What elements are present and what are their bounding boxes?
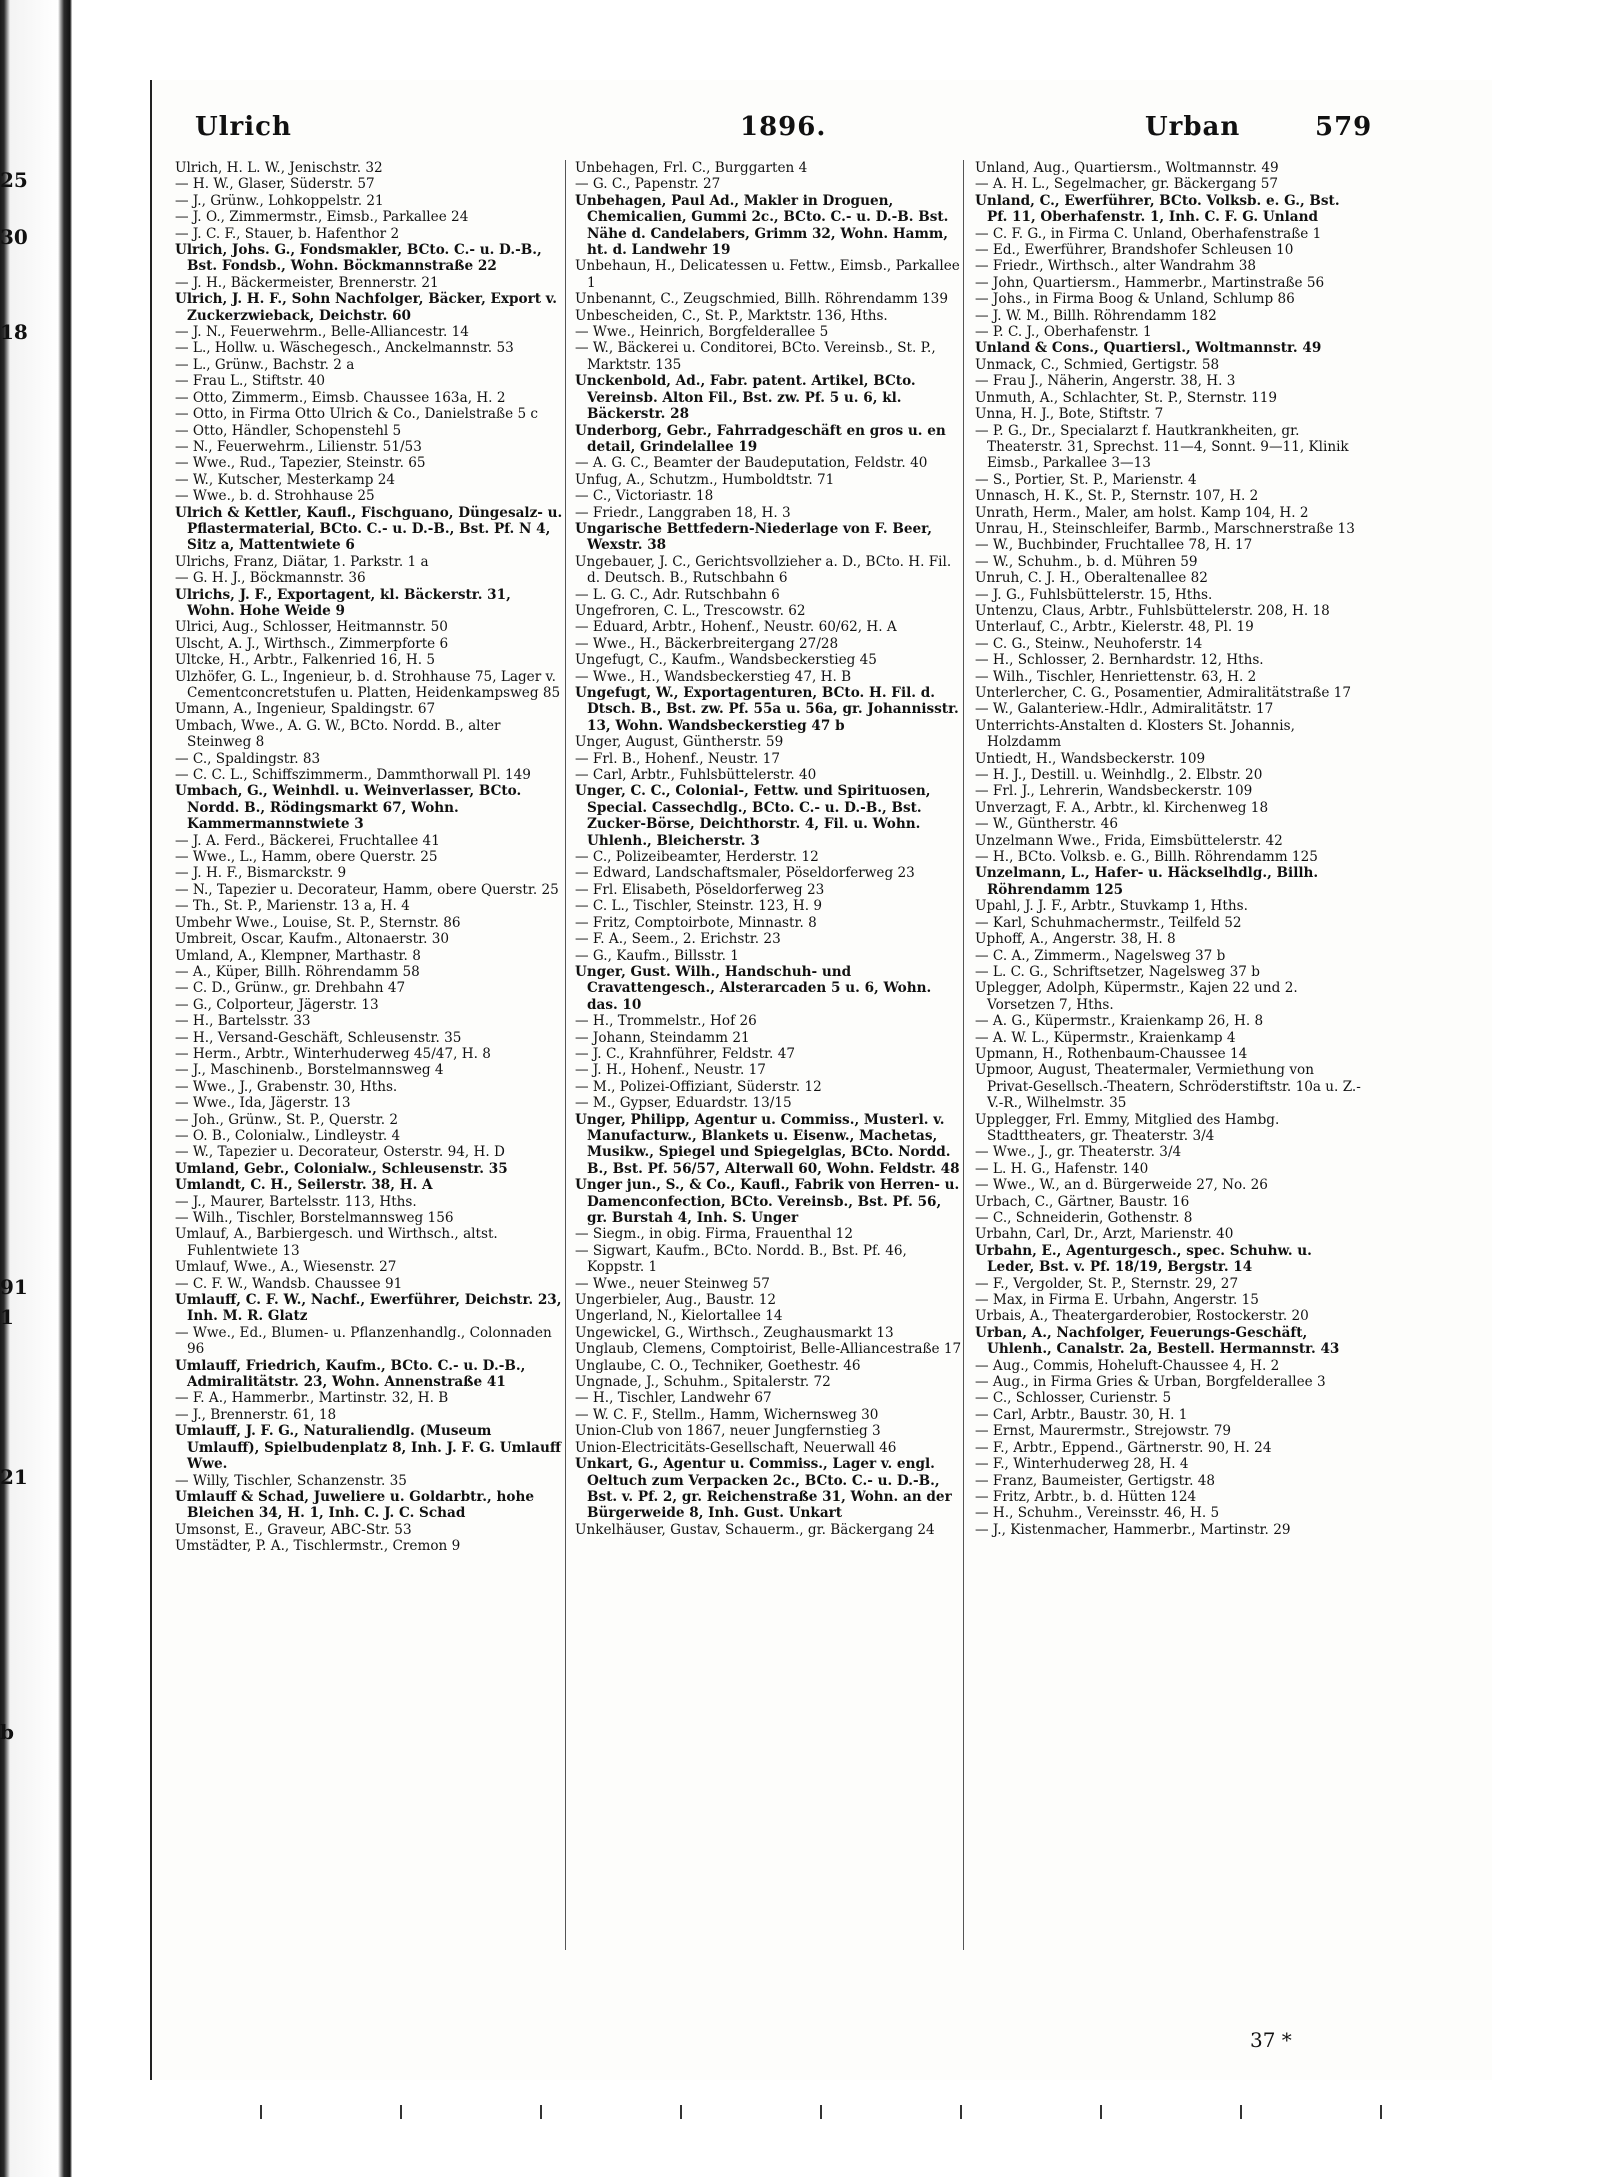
directory-entry: — A. H. L., Segelmacher, gr. Bäckergang 57 bbox=[975, 176, 1279, 193]
directory-entry: Umlauf, Wwe., A., Wiesenstr. 27 bbox=[175, 1259, 397, 1276]
directory-entry: Ulrich & Kettler, Kaufl., Fischguano, Düngesalz- u. Pflastermaterial, BCto. C.- u. D.-B., Bst. Pf. N 4, Sitz a, Mattentwiete 6 bbox=[175, 504, 563, 554]
directory-entry: — Wwe., Heinrich, Borgfelderallee 5 bbox=[575, 324, 829, 341]
edge-tick bbox=[400, 2105, 402, 2119]
directory-entry: — Willy, Tischler, Schanzenstr. 35 bbox=[175, 1472, 407, 1489]
directory-entry: — W., Bäckerei u. Conditorei, BCto. Vereinsb., St. P., Marktstr. 135 bbox=[575, 340, 936, 373]
directory-entry: Unruh, C. J. H., Oberaltenallee 82 bbox=[975, 570, 1208, 587]
directory-entry: — Wwe., H., Bäckerbreitergang 27/28 bbox=[575, 635, 839, 652]
directory-entry: — J. A. Ferd., Bäckerei, Fruchtallee 41 bbox=[175, 832, 440, 849]
directory-entry: — W., Galanteriew.-Hdlr., Admiralitätstr. 17 bbox=[975, 701, 1274, 718]
directory-entry: Umlauff, Friedrich, Kaufm., BCto. C.- u. D.-B., Admiralitätstr. 23, Wohn. Annenstraße 41 bbox=[175, 1357, 526, 1391]
directory-entry: Umlauf, A., Barbiergesch. und Wirthsch., altst. Fuhlentwiete 13 bbox=[175, 1226, 498, 1259]
directory-entry: Umbach, G., Weinhdl. u. Weinverlasser, BCto. Nordd. B., Rödingsmarkt 67, Wohn. Kammermannstwiete 3 bbox=[175, 783, 522, 833]
directory-entry: — Frl. B., Hohenf., Neustr. 17 bbox=[575, 750, 780, 767]
directory-entry: — W., Kutscher, Mesterkamp 24 bbox=[175, 471, 396, 488]
directory-entry: — J., Maurer, Bartelsstr. 113, Hths. bbox=[175, 1193, 417, 1210]
directory-entry: — Johann, Steindamm 21 bbox=[575, 1029, 750, 1046]
directory-entry: — O. B., Colonialw., Lindleystr. 4 bbox=[175, 1127, 401, 1144]
directory-entry: — C. C. L., Schiffszimmerm., Dammthorwall Pl. 149 bbox=[175, 767, 531, 784]
directory-entry: — Karl, Schuhmachermstr., Teilfeld 52 bbox=[975, 914, 1242, 931]
directory-entry: — Ed., Ewerführer, Brandshofer Schleusen 10 bbox=[975, 242, 1294, 259]
directory-entry: Untiedt, H., Wandsbeckerstr. 109 bbox=[975, 750, 1206, 767]
directory-entry: — S., Portier, St. P., Marienstr. 4 bbox=[975, 471, 1197, 488]
directory-entry: Umbreit, Oscar, Kaufm., Altonaerstr. 30 bbox=[175, 931, 450, 948]
directory-entry: Unland, Aug., Quartiersm., Woltmannstr. 49 bbox=[975, 160, 1279, 176]
directory-entry: — J. H., Hohenf., Neustr. 17 bbox=[575, 1062, 766, 1079]
directory-entry: Ulrich, J. H. F., Sohn Nachfolger, Bäcker, Export v. Zuckerzwieback, Deichstr. 60 bbox=[175, 291, 558, 324]
directory-entry: — Wwe., Ida, Jägerstr. 13 bbox=[175, 1095, 351, 1112]
edge-tick bbox=[680, 2105, 682, 2119]
directory-entry: Ulscht, A. J., Wirthsch., Zimmerpforte 6 bbox=[175, 635, 449, 652]
directory-entry: — J. H. F., Bismarckstr. 9 bbox=[175, 865, 347, 882]
directory-entry: Unverzagt, F. A., Arbtr., kl. Kirchenweg 18 bbox=[975, 799, 1269, 816]
directory-entry: Ungnade, J., Schuhm., Spitalerstr. 72 bbox=[575, 1374, 831, 1391]
directory-entry: Unrath, Herm., Maler, am holst. Kamp 104, H. 2 bbox=[975, 504, 1309, 521]
directory-entry: Unterlercher, C. G., Posamentier, Admiralitätstraße 17 bbox=[975, 685, 1351, 701]
directory-entry: Ungebauer, J. C., Gerichtsvollzieher a. D., BCto. H. Fil. d. Deutsch. B., Rutschbahn 6 bbox=[575, 553, 952, 587]
directory-entry: — Frl. Elisabeth, Pöseldorferweg 23 bbox=[575, 881, 825, 898]
directory-entry: — M., Polizei-Offiziant, Süderstr. 12 bbox=[575, 1078, 822, 1095]
directory-entry: Umlauff & Schad, Juweliere u. Goldarbtr., hohe Bleichen 34, H. 1, Inh. C. J. C. Schad bbox=[175, 1488, 534, 1522]
directory-entry: — C., Schlosser, Curienstr. 5 bbox=[975, 1390, 1172, 1407]
directory-entry: — Eduard, Arbtr., Hohenf., Neustr. 60/62, H. A bbox=[575, 619, 897, 636]
directory-entry: — Max, in Firma E. Urbahn, Angerstr. 15 bbox=[975, 1292, 1259, 1309]
directory-entry: Underborg, Gebr., Fahrradgeschäft en gros u. en detail, Grindelallee 19 bbox=[575, 422, 946, 455]
directory-entry: — A. G., Küpermstr., Kraienkamp 26, H. 8 bbox=[975, 1013, 1264, 1030]
directory-entry: Unbescheiden, C., St. P., Marktstr. 136, Hths. bbox=[575, 307, 888, 324]
header-year: 1896. bbox=[740, 112, 827, 142]
column-left bbox=[175, 160, 563, 1555]
directory-entry: — P. C. J., Oberhafenstr. 1 bbox=[975, 324, 1152, 341]
directory-entry: Unfug, A., Schutzm., Humboldtstr. 71 bbox=[575, 471, 835, 488]
directory-entry: Unckenbold, Ad., Fabr. patent. Artikel, BCto. Vereinsb. Alton Fil., Bst. zw. Pf. 5 u. 6, kl. Bäckerstr. 28 bbox=[575, 373, 916, 423]
directory-entry: — H., Tischler, Landwehr 67 bbox=[575, 1390, 772, 1407]
directory-entry: — F. A., Seem., 2. Erichstr. 23 bbox=[575, 931, 781, 948]
directory-entry: — Wwe., neuer Steinweg 57 bbox=[575, 1275, 770, 1292]
directory-entry: — C. F. W., Wandsb. Chaussee 91 bbox=[175, 1275, 403, 1292]
directory-entry: Unland, C., Ewerführer, BCto. Volksb. e. G., Bst. Pf. 11, Oberhafenstr. 1, Inh. C. F. G. Unland bbox=[975, 192, 1340, 226]
directory-entry: Umlandt, C. H., Seilerstr. 38, H. A bbox=[175, 1177, 433, 1194]
directory-entry: — Wwe., J., gr. Theaterstr. 3/4 bbox=[975, 1144, 1182, 1161]
edge-tick bbox=[960, 2105, 962, 2119]
directory-entry: — A. G. C., Beamter der Baudeputation, Feldstr. 40 bbox=[575, 455, 928, 472]
directory-entry: — Johs., in Firma Boog & Unland, Schlump 86 bbox=[975, 291, 1295, 308]
directory-entry: Unland & Cons., Quartiersl., Woltmannstr. 49 bbox=[975, 340, 1322, 357]
directory-entry: — Friedr., Langgraben 18, H. 3 bbox=[575, 504, 791, 521]
directory-entry: — W. C. F., Stellm., Hamm, Wichernsweg 30 bbox=[575, 1406, 879, 1423]
directory-entry: Upplegger, Frl. Emmy, Mitglied des Hambg. Stadttheaters, gr. Theaterstr. 3/4 bbox=[975, 1111, 1280, 1144]
directory-entry: Unkart, G., Agentur u. Commiss., Lager v. engl. Oeltuch zum Verpacken 2c., BCto. C.- u. D.-B., Bst. v. Pf. 2, gr. Reichenstraße 31, Wohn. an der Bürgerweide 8, Inh. Gust. Unkart bbox=[575, 1456, 952, 1522]
directory-entry: — J., Kistenmacher, Hammerbr., Martinstr. 29 bbox=[975, 1521, 1291, 1538]
directory-entry: — C., Polizeibeamter, Herderstr. 12 bbox=[575, 849, 819, 866]
page-header bbox=[175, 112, 1375, 156]
edge-tick bbox=[260, 2105, 262, 2119]
directory-entry: — Aug., Commis, Hoheluft-Chaussee 4, H. 2 bbox=[975, 1357, 1280, 1374]
directory-entry: — W., Güntherstr. 46 bbox=[975, 816, 1118, 833]
directory-entry: — L., Hollw. u. Wäschegesch., Anckelmannstr. 53 bbox=[175, 340, 514, 357]
directory-entry: Unglaube, C. O., Techniker, Goethestr. 46 bbox=[575, 1357, 861, 1374]
directory-entry: — C. F. G., in Firma C. Unland, Oberhafenstraße 1 bbox=[975, 225, 1322, 242]
directory-entry: Unkelhäuser, Gustav, Schauerm., gr. Bäckergang 24 bbox=[575, 1521, 935, 1538]
spine-mark: 18 bbox=[0, 320, 28, 344]
directory-entry: — L. H. G., Hafenstr. 140 bbox=[975, 1160, 1149, 1177]
directory-entry: — Frau J., Näherin, Angerstr. 38, H. 3 bbox=[975, 373, 1236, 390]
directory-entry: Unna, H. J., Bote, Stiftstr. 7 bbox=[975, 406, 1164, 423]
directory-entry: Uphoff, A., Angerstr. 38, H. 8 bbox=[975, 931, 1176, 948]
printer-signature: 37 * bbox=[1250, 2028, 1292, 2052]
directory-entry: — M., Gypser, Eduardstr. 13/15 bbox=[575, 1095, 792, 1112]
directory-entry: — Joh., Grünw., St. P., Querstr. 2 bbox=[175, 1111, 399, 1128]
directory-entry: Urbach, C., Gärtner, Baustr. 16 bbox=[975, 1193, 1190, 1210]
directory-entry: — H., Schlosser, 2. Bernhardstr. 12, Hths. bbox=[975, 652, 1264, 669]
directory-entry: — Wwe., W., an d. Bürgerweide 27, No. 26 bbox=[975, 1177, 1268, 1194]
directory-entry: Union-Electricitäts-Gesellschaft, Neuerwall 46 bbox=[575, 1439, 897, 1456]
directory-entry: — H. W., Glaser, Süderstr. 57 bbox=[175, 176, 375, 193]
directory-entry: — Wilh., Tischler, Henriettenstr. 63, H. 2 bbox=[975, 668, 1257, 685]
directory-entry: — Wwe., J., Grabenstr. 30, Hths. bbox=[175, 1078, 398, 1095]
column-right bbox=[975, 160, 1363, 1538]
directory-entry: — J., Maschinenb., Borstelmannsweg 4 bbox=[175, 1062, 444, 1079]
directory-entry: — H., BCto. Volksb. e. G., Billh. Röhrendamm 125 bbox=[975, 849, 1318, 866]
directory-entry: Unnasch, H. K., St. P., Sternstr. 107, H. 2 bbox=[975, 488, 1259, 505]
directory-entry: Urbahn, Carl, Dr., Arzt, Marienstr. 40 bbox=[975, 1226, 1234, 1243]
directory-entry: — W., Buchbinder, Fruchtallee 78, H. 17 bbox=[975, 537, 1253, 554]
header-first-entry: Ulrich bbox=[195, 112, 292, 142]
directory-entry: — J. G., Fuhlsbüttelerstr. 15, Hths. bbox=[975, 586, 1213, 603]
directory-entry: — Aug., in Firma Gries & Urban, Borgfelderallee 3 bbox=[975, 1374, 1326, 1391]
directory-entry: — Frl. J., Lehrerin, Wandsbeckerstr. 109 bbox=[975, 783, 1253, 800]
directory-entry: — Wwe., Rud., Tapezier, Steinstr. 65 bbox=[175, 455, 426, 472]
directory-entry: — P. G., Dr., Specialarzt f. Hautkrankheiten, gr. Theaterstr. 31, Sprechst. 11—4, Sonnt. 9—11, Klinik Eimsb., Parkallee 3—13 bbox=[975, 422, 1349, 472]
directory-entry: — C. L., Tischler, Steinstr. 123, H. 9 bbox=[575, 898, 823, 915]
directory-entry: — Carl, Arbtr., Baustr. 30, H. 1 bbox=[975, 1406, 1188, 1423]
directory-entry: Umstädter, P. A., Tischlermstr., Cremon 9 bbox=[175, 1538, 461, 1555]
directory-entry: Ungerbieler, Aug., Baustr. 12 bbox=[575, 1292, 777, 1309]
directory-entry: Unbehagen, Paul Ad., Makler in Droguen, Chemicalien, Gummi 2c., BCto. C.- u. D.-B. Bst. Nähe d. Candelabers, Grimm 32, Wohn. Hamm, ht. d. Landwehr 19 bbox=[575, 192, 949, 259]
directory-entry: Ulrich, H. L. W., Jenischstr. 32 bbox=[175, 160, 383, 176]
edge-tick bbox=[1380, 2105, 1382, 2119]
directory-entry: — F. A., Hammerbr., Martinstr. 32, H. B bbox=[175, 1390, 449, 1407]
page-number: 579 bbox=[1315, 112, 1373, 142]
edge-tick bbox=[1240, 2105, 1242, 2119]
directory-entry: — A. W. L., Küpermstr., Kraienkamp 4 bbox=[975, 1029, 1236, 1046]
directory-entry: Ungefugt, C., Kaufm., Wandsbeckerstieg 45 bbox=[575, 652, 877, 669]
directory-entry: Umann, A., Ingenieur, Spaldingstr. 67 bbox=[175, 701, 436, 718]
directory-entry: — H. J., Destill. u. Weinhdlg., 2. Elbstr. 20 bbox=[975, 767, 1263, 784]
directory-entry: — J. N., Feuerwehrm., Belle-Alliancestr. 14 bbox=[175, 324, 469, 341]
header-last-entry: Urban bbox=[1145, 112, 1241, 142]
directory-entry: — N., Tapezier u. Decorateur, Hamm, obere Querstr. 25 bbox=[175, 881, 559, 898]
directory-entry: Upahl, J. J. F., Arbtr., Stuvkamp 1, Hths. bbox=[975, 898, 1248, 915]
directory-entry: Upmann, H., Rothenbaum-Chaussee 14 bbox=[975, 1045, 1248, 1062]
directory-entry: — H., Trommelstr., Hof 26 bbox=[575, 1013, 757, 1030]
directory-entry: Ulrichs, J. F., Exportagent, kl. Bäckerstr. 31, Wohn. Hohe Weide 9 bbox=[175, 586, 511, 619]
edge-tick bbox=[820, 2105, 822, 2119]
directory-entry: — Otto, Zimmerm., Eimsb. Chaussee 163a, H. 2 bbox=[175, 389, 506, 406]
directory-entry: — Sigwart, Kaufm., BCto. Nordd. B., Bst. Pf. 46, Koppstr. 1 bbox=[575, 1242, 907, 1276]
bottom-edge-ticks bbox=[260, 2105, 1460, 2121]
directory-entry: — Th., St. P., Marienstr. 13 a, H. 4 bbox=[175, 898, 410, 915]
directory-entry: Unmack, C., Schmied, Gertigstr. 58 bbox=[975, 356, 1220, 373]
directory-entry: — H., Versand-Geschäft, Schleusenstr. 35 bbox=[175, 1029, 462, 1046]
directory-entry: — J., Brennerstr. 61, 18 bbox=[175, 1406, 337, 1423]
directory-entry: Umbehr Wwe., Louise, St. P., Sternstr. 86 bbox=[175, 914, 461, 931]
column-middle bbox=[575, 160, 963, 1538]
directory-entry: Unger jun., S., & Co., Kaufl., Fabrik von Herren- u. Damenconfection, BCto. Vereinsb., Bst. Pf. 56, gr. Burstah 4, Inh. S. Unger bbox=[575, 1177, 960, 1226]
directory-entry: Ulrichs, Franz, Diätar, 1. Parkstr. 1 a bbox=[175, 553, 429, 570]
directory-entry: — Wwe., H., Wandsbeckerstieg 47, H. B bbox=[575, 668, 852, 685]
directory-entry: Ulrici, Aug., Schlosser, Heitmannstr. 50 bbox=[175, 619, 448, 636]
directory-entry: — F., Arbtr., Eppend., Gärtnerstr. 90, H. 24 bbox=[975, 1439, 1272, 1456]
directory-entry: — Ernst, Maurermstr., Strejowstr. 79 bbox=[975, 1423, 1232, 1440]
edge-tick bbox=[540, 2105, 542, 2119]
directory-entry: — Carl, Arbtr., Fuhlsbüttelerstr. 40 bbox=[575, 767, 817, 784]
directory-entry: Unzelmann, L., Hafer- u. Häckselhdlg., Billh. Röhrendamm 125 bbox=[975, 865, 1319, 898]
column-divider bbox=[963, 160, 964, 1950]
directory-entry: — G. H. J., Böckmannstr. 36 bbox=[175, 570, 366, 587]
directory-entry: Unterrichts-Anstalten d. Klosters St. Johannis, Holzdamm bbox=[975, 717, 1295, 751]
directory-entry: — L. C. G., Schriftsetzer, Nagelsweg 37 b bbox=[975, 963, 1260, 980]
directory-entry: Unbehagen, Frl. C., Burggarten 4 bbox=[575, 160, 808, 176]
directory-entry: Unbehaun, H., Delicatessen u. Fettw., Eimsb., Parkallee 1 bbox=[575, 258, 960, 291]
directory-entry: Unger, C. C., Colonial-, Fettw. und Spirituosen, Special. Cassechdlg., BCto. C.- u. D.-B., Bst. Zucker-Börse, Deichthorstr. 4, Fil. u. Wohn. Uhlenh., Bleicherstr. 3 bbox=[575, 783, 931, 849]
directory-entry: — Edward, Landschaftsmaler, Pöseldorferweg 23 bbox=[575, 865, 915, 882]
directory-entry: — G., Kaufm., Billsstr. 1 bbox=[575, 947, 739, 964]
directory-entry: — Frau L., Stiftstr. 40 bbox=[175, 373, 326, 390]
directory-entry: Unbenannt, C., Zeugschmied, Billh. Röhrendamm 139 bbox=[575, 291, 948, 308]
directory-entry: Umbach, Wwe., A. G. W., BCto. Nordd. B., alter Steinweg 8 bbox=[175, 717, 501, 751]
directory-entry: Urban, A., Nachfolger, Feuerungs-Geschäft, Uhlenh., Canalstr. 2a, Bestell. Hermannstr. 43 bbox=[975, 1324, 1340, 1358]
directory-entry: Untenzu, Claus, Arbtr., Fuhlsbüttelerstr. 208, H. 18 bbox=[975, 602, 1330, 619]
directory-entry: — Wwe., L., Hamm, obere Querstr. 25 bbox=[175, 849, 438, 866]
directory-entry: — W., Tapezier u. Decorateur, Osterstr. 94, H. D bbox=[175, 1144, 505, 1161]
directory-entry: — C., Schneiderin, Gothenstr. 8 bbox=[975, 1210, 1193, 1226]
spine-mark: 1 bbox=[0, 1305, 14, 1329]
directory-entry: — J. O., Zimmermstr., Eimsb., Parkallee 24 bbox=[175, 209, 469, 226]
directory-entry: — J. H., Bäckermeister, Brennerstr. 21 bbox=[175, 274, 439, 291]
directory-entry: — Franz, Baumeister, Gertigstr. 48 bbox=[975, 1472, 1216, 1489]
directory-entry: — Wwe., b. d. Strohhause 25 bbox=[175, 488, 375, 505]
directory-entry: Urbahn, E., Agenturgesch., spec. Schuhw. u. Leder, Bst. v. Pf. 18/19, Bergstr. 14 bbox=[975, 1242, 1312, 1276]
edge-tick bbox=[1100, 2105, 1102, 2119]
directory-entry: — C. A., Zimmerm., Nagelsweg 37 b bbox=[975, 947, 1226, 964]
directory-entry: Uplegger, Adolph, Küpermstr., Kajen 22 und 2. Vorsetzen 7, Hths. bbox=[975, 980, 1298, 1013]
directory-entry: — G., Colporteur, Jägerstr. 13 bbox=[175, 996, 379, 1013]
directory-entry: Ungefugt, W., Exportagenturen, BCto. H. Fil. d. Dtsch. B., Bst. zw. Pf. 55a u. 56a, gr. Johannisstr. 13, Wohn. Wandsbeckerstieg 47 b bbox=[575, 685, 959, 734]
directory-entry: — Otto, Händler, Schopenstehl 5 bbox=[175, 422, 402, 439]
directory-entry: — H., Bartelsstr. 33 bbox=[175, 1013, 311, 1030]
directory-entry: — J. C. F., Stauer, b. Hafenthor 2 bbox=[175, 225, 400, 242]
spine-mark: 91 bbox=[0, 1275, 28, 1299]
directory-entry: Unterlauf, C., Arbtr., Kielerstr. 48, Pl. 19 bbox=[975, 619, 1254, 636]
directory-entry: Umlauff, J. F. G., Naturaliendlg. (Museum Umlauff), Spielbudenplatz 8, Inh. J. F. G. Umlauff Wwe. bbox=[175, 1423, 562, 1473]
spine-mark: 21 bbox=[0, 1465, 28, 1489]
directory-entry: — L., Grünw., Bachstr. 2 a bbox=[175, 356, 355, 373]
directory-entry: — C. D., Grünw., gr. Drehbahn 47 bbox=[175, 980, 406, 997]
directory-entry: — F., Winterhuderweg 28, H. 4 bbox=[975, 1456, 1189, 1473]
directory-entry: — C. G., Steinw., Neuhoferstr. 14 bbox=[975, 635, 1203, 652]
directory-entry: Urbais, A., Theatergarderobier, Rostockerstr. 20 bbox=[975, 1308, 1309, 1325]
directory-entry: Ulzhöfer, G. L., Ingenieur, b. d. Strohhause 75, Lager v. Cementconcretstufen u. Platten, Heidenkampsweg 85 bbox=[175, 668, 561, 701]
directory-entry: — Otto, in Firma Otto Ulrich & Co., Danielstraße 5 c bbox=[175, 406, 539, 423]
directory-entry: — Fritz, Comptoirbote, Minnastr. 8 bbox=[575, 914, 817, 931]
directory-entry: — Friedr., Wirthsch., alter Wandrahm 38 bbox=[975, 258, 1257, 275]
directory-entry: — L. G. C., Adr. Rutschbahn 6 bbox=[575, 586, 780, 603]
directory-entry: — C., Spaldingstr. 83 bbox=[175, 750, 321, 767]
directory-entry: — John, Quartiersm., Hammerbr., Martinstraße 56 bbox=[975, 274, 1325, 291]
directory-entry: Unmuth, A., Schlachter, St. P., Sternstr. 119 bbox=[975, 389, 1278, 406]
spine-mark: 30 bbox=[0, 225, 28, 249]
directory-entry: Upmoor, August, Theatermaler, Vermiethung von Privat-Gesellsch.-Theatern, Schröderstiftstr. 10a u. Z.-V.-R., Wilhelmstr. 35 bbox=[975, 1062, 1361, 1112]
directory-entry: Unrau, H., Steinschleifer, Barmb., Marschnerstraße 13 bbox=[975, 520, 1355, 537]
directory-entry: Ultcke, H., Arbtr., Falkenried 16, H. 5 bbox=[175, 652, 436, 669]
directory-entry: Ungewickel, G., Wirthsch., Zeughausmarkt 13 bbox=[575, 1324, 894, 1341]
directory-entry: Ungarische Bettfedern-Niederlage von F. Beer, Wexstr. 38 bbox=[575, 520, 933, 554]
directory-entry: — W., Schuhm., b. d. Mühren 59 bbox=[975, 553, 1198, 570]
directory-entry: Unzelmann Wwe., Frida, Eimsbüttelerstr. 42 bbox=[975, 832, 1283, 849]
directory-entry: — Siegm., in obig. Firma, Frauenthal 12 bbox=[575, 1226, 853, 1243]
directory-entry: — C., Victoriastr. 18 bbox=[575, 488, 714, 505]
directory-entry: Ulrich, Johs. G., Fondsmakler, BCto. C.- u. D.-B., Bst. Fondsb., Wohn. Böckmannstraße 22 bbox=[175, 242, 542, 275]
directory-entry: — A., Küper, Billh. Röhrendamm 58 bbox=[175, 963, 420, 980]
directory-entry: — F., Vergolder, St. P., Sternstr. 29, 27 bbox=[975, 1275, 1239, 1292]
directory-entry: — Fritz, Arbtr., b. d. Hütten 124 bbox=[975, 1488, 1197, 1505]
directory-entry: — N., Feuerwehrm., Lilienstr. 51/53 bbox=[175, 438, 422, 455]
directory-entry: Unger, Philipp, Agentur u. Commiss., Musterl. v. Manufacturw., Blankets u. Eisenw., Machetas, Musikw., Spiegel und Spiegelglas, BCto. Nordd. B., Bst. Pf. 56/57, Alterwall 60, Wohn. Feldstr. 48 bbox=[575, 1111, 960, 1177]
directory-entry: — G. C., Papenstr. 27 bbox=[575, 176, 721, 193]
directory-entry: Umland, Gebr., Colonialw., Schleusenstr. 35 bbox=[175, 1160, 508, 1177]
directory-entry: Umlauff, C. F. W., Nachf., Ewerführer, Deichstr. 23, Inh. M. R. Glatz bbox=[175, 1292, 562, 1325]
directory-entry: Ungerland, N., Kielortallee 14 bbox=[575, 1308, 783, 1325]
directory-entry: Ungefroren, C. L., Trescowstr. 62 bbox=[575, 602, 806, 619]
directory-entry: Union-Club von 1867, neuer Jungfernstieg 3 bbox=[575, 1423, 881, 1440]
column-divider bbox=[565, 160, 566, 1950]
directory-entry: Umsonst, E., Graveur, ABC-Str. 53 bbox=[175, 1521, 412, 1538]
directory-entry: Unger, August, Güntherstr. 59 bbox=[575, 734, 784, 751]
directory-entry: — J., Grünw., Lohkoppelstr. 21 bbox=[175, 192, 384, 209]
spine-mark: 25 bbox=[0, 168, 28, 192]
directory-entry: — Herm., Arbtr., Winterhuderweg 45/47, H. 8 bbox=[175, 1045, 491, 1062]
directory-entry: — J. W. M., Billh. Röhrendamm 182 bbox=[975, 307, 1217, 324]
directory-entry: Umland, A., Klempner, Marthastr. 8 bbox=[175, 947, 421, 964]
directory-entry: Unger, Gust. Wilh., Handschuh- und Cravattengesch., Alsterarcaden 5 u. 6, Wohn. das. 10 bbox=[575, 963, 932, 1013]
directory-entry: Unglaub, Clemens, Comptoirist, Belle-Alliancestraße 17 bbox=[575, 1341, 962, 1358]
directory-entry: — Wwe., Ed., Blumen- u. Pflanzenhandlg., Colonnaden 96 bbox=[175, 1324, 552, 1358]
directory-entry: — Wilh., Tischler, Borstelmannsweg 156 bbox=[175, 1210, 454, 1226]
directory-entry: — H., Schuhm., Vereinsstr. 46, H. 5 bbox=[975, 1505, 1220, 1522]
spine-mark: b bbox=[0, 1720, 14, 1744]
directory-entry: — J. C., Krahnführer, Feldstr. 47 bbox=[575, 1045, 795, 1062]
